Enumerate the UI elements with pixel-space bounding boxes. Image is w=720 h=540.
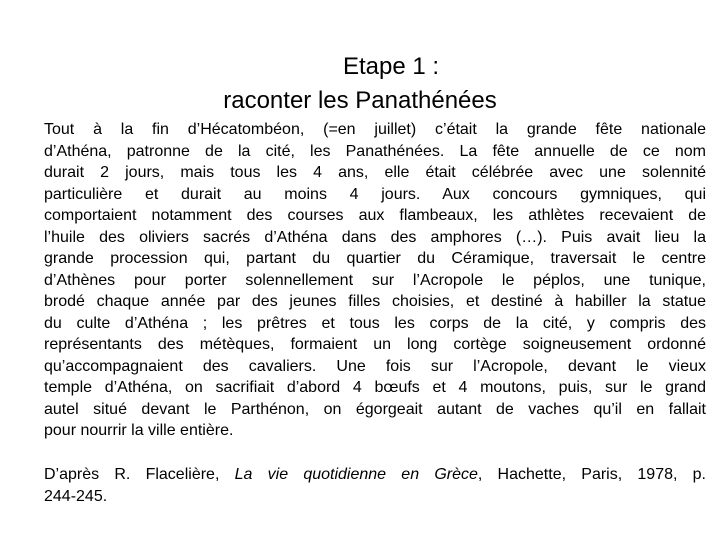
body-line: brodé chaque année par des jeunes filles choisies, et destiné à habiller la statue <box>44 293 706 310</box>
body-line: d’Athènes pour porter solennellement sur l’Acropole le péplos, une tunique, <box>44 271 706 289</box>
title-line-2: raconter les Panathénées <box>223 87 497 114</box>
citation <box>44 464 706 507</box>
title-line-1: Etape 1 : <box>342 53 440 80</box>
citation-suffix: , Hachette, Paris, 1978, p. <box>477 466 707 483</box>
body-line: Tout à la fin d’Hécatombéon, (=en juillet) c’était la grande fête nationale <box>44 121 706 138</box>
body-line: pour nourrir la ville entière. <box>44 422 234 439</box>
body-line: représentants des métèques, formaient un long cortège soigneusement ordonné <box>44 336 706 353</box>
body-line: qu’accompagnaient des cavaliers. Une fois sur l’Acropole, devant le vieux <box>44 357 706 375</box>
body-line: durait 2 jours, mais tous les 4 ans, elle était célébrée avec une solennité <box>44 164 706 181</box>
body-line: autel situé devant le Parthénon, on égorgeait autant de vaches qu’il en fallait <box>44 400 706 418</box>
body-line: particulière et durait au moins 4 jours. Aux concours gymniques, qui <box>44 185 706 203</box>
body-line: l’huile des oliviers sacrés d’Athéna dans des amphores (…). Puis avait lieu la <box>44 228 706 246</box>
citation-book-title: La vie quotidienne en Grèce <box>234 466 478 483</box>
body-paragraph <box>44 119 706 442</box>
body-line: grande procession qui, partant du quartier du Céramique, traversait le centre <box>44 250 706 267</box>
citation-line-2: 244-245. <box>44 487 108 505</box>
citation-line-1 <box>44 464 706 486</box>
citation-prefix: D’après R. Flacelière, <box>44 466 235 483</box>
body-line: comportaient notamment des courses aux flambeaux, les athlètes recevaient de <box>44 207 706 224</box>
body-line: d’Athéna, patronne de la cité, les Panathénées. La fête annuelle de ce nom <box>44 142 706 160</box>
body-line: du culte d’Athéna ; les prêtres et tous les corps de la cité, y compris des <box>44 314 706 332</box>
body-line: temple d’Athéna, on sacrifiait d’abord 4 bœufs et 4 moutons, puis, sur le grand <box>44 379 706 396</box>
